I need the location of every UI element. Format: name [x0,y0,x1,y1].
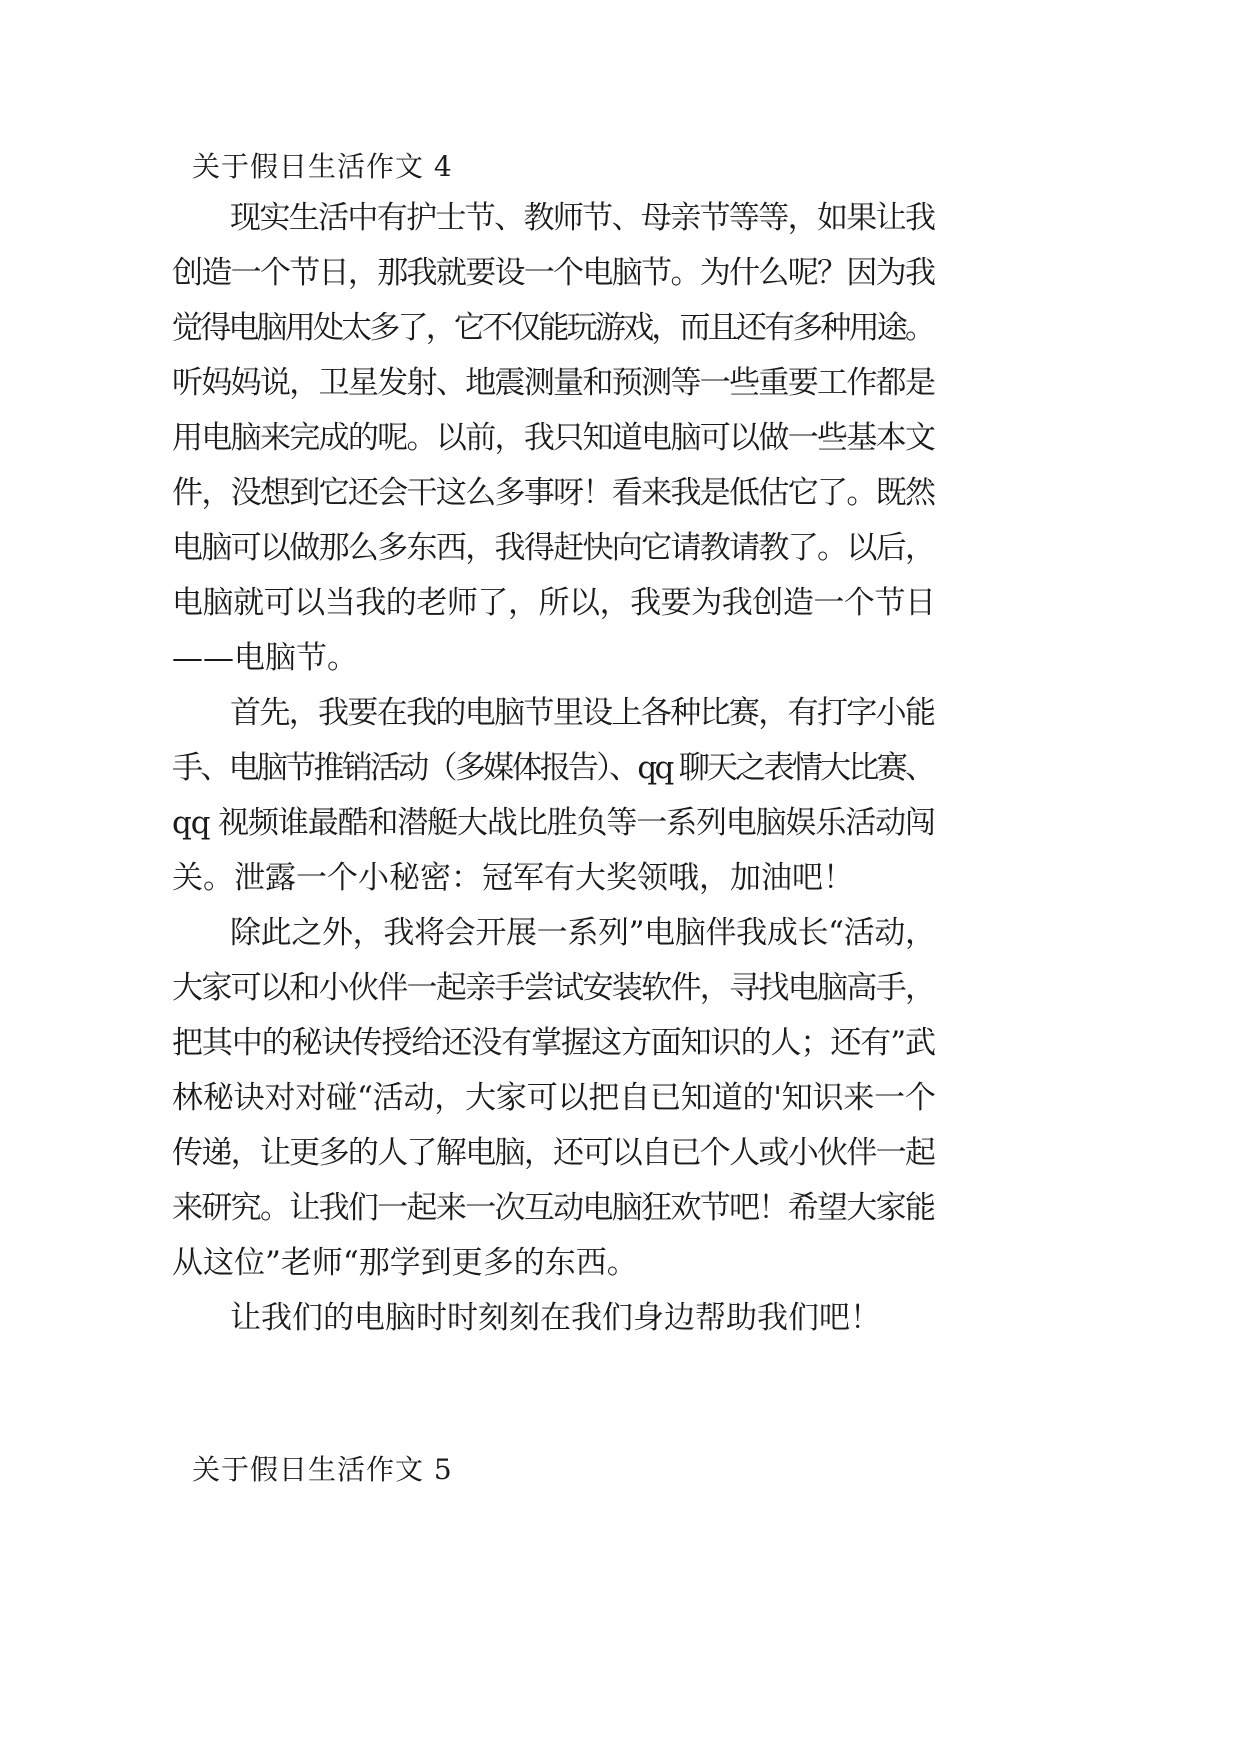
paragraph-line: 关。泄露一个小秘密：冠军有大奖领哦，加油吧！ [172,860,854,896]
paragraph-line: 林秘诀对对碰“活动，大家可以把自已知道的'知识来一个 [172,1080,936,1116]
paragraph-line: 手、电脑节推销活动（多媒体报告）、qq 聊天之表情大比赛、 [172,750,934,786]
paragraph-line: 把其中的秘诀传授给还没有掌握这方面知识的人；还有”武 [172,1025,935,1061]
section-5-title: 关于假日生活作文 5 [192,1453,453,1486]
paragraph-line: 现实生活中有护士节、教师节、母亲节等等，如果让我 [230,200,935,236]
paragraph-line: 大家可以和小伙伴一起亲手尝试安装软件，寻找电脑高手， [172,970,935,1006]
paragraph-line: 传递，让更多的人了解电脑，还可以自已个人或小伙伴一起 [172,1135,935,1171]
paragraph-line: 用电脑来完成的呢。以前，我只知道电脑可以做一些基本文 [172,420,935,456]
paragraph-line: 首先，我要在我的电脑节里设上各种比赛，有打字小能 [230,695,935,731]
paragraph-line: qq 视频谁最酷和潜艇大战比胜负等一系列电脑娱乐活动闯 [172,805,935,841]
paragraph-line: 听妈妈说，卫星发射、地震测量和预测等一些重要工作都是 [172,365,935,401]
paragraph-line: 除此之外，我将会开展一系列”电脑伴我成长“活动， [230,915,936,951]
paragraph-line: 来研究。让我们一起来一次互动电脑狂欢节吧！希望大家能 [172,1190,935,1226]
paragraph-line: 觉得电脑用处太多了，它不仅能玩游戏，而且还有多种用途。 [172,310,934,346]
paragraph-line: 让我们的电脑时时刻刻在我们身边帮助我们吧！ [230,1300,881,1336]
paragraph-line: 创造一个节日，那我就要设一个电脑节。为什么呢？因为我 [172,255,935,291]
paragraph-line: 电脑可以做那么多东西，我得赶快向它请教请教了。以后， [172,530,935,566]
section-4-title: 关于假日生活作文 4 [192,150,453,183]
paragraph-line: 件，没想到它还会干这么多事呀！看来我是低估它了。既然 [172,475,935,511]
paragraph-line: 电脑就可以当我的老师了，所以，我要为我创造一个节日 [172,585,936,621]
paragraph-line: ——电脑节。 [172,640,358,676]
paragraph-line: 从这位”老师“那学到更多的东西。 [172,1245,638,1281]
